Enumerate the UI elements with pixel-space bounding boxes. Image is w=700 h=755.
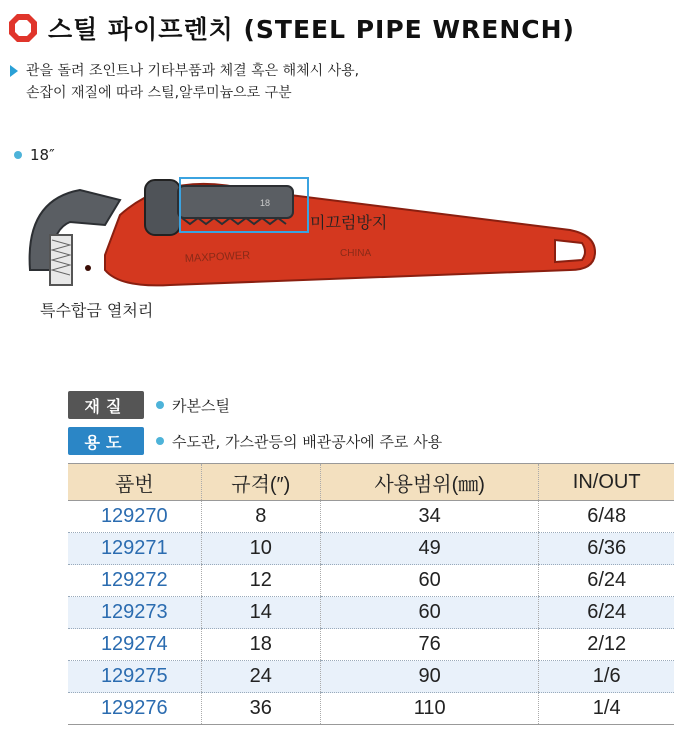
in-out-cell: 6/24 xyxy=(539,597,674,629)
material-badge: 재질 xyxy=(68,391,144,419)
usage-badge: 용도 xyxy=(68,427,144,455)
table-row xyxy=(68,533,674,565)
in-out-cell: 2/12 xyxy=(539,629,674,661)
bullet-dot-icon xyxy=(156,401,164,409)
table-row xyxy=(68,597,674,629)
table-row xyxy=(68,693,674,725)
part-no-cell: 129274 xyxy=(68,629,201,661)
table-header-row xyxy=(68,464,674,501)
table-row xyxy=(68,501,674,533)
range-cell: 49 xyxy=(320,533,538,565)
spec-table xyxy=(68,463,674,725)
part-no-cell: 129273 xyxy=(68,597,201,629)
jaw-size-text: 18 xyxy=(260,198,271,208)
usage-value: 수도관, 가스관등의 배관공사에 주로 사용 xyxy=(172,432,443,451)
header-part-no: 품번 xyxy=(68,464,201,501)
in-out-cell: 6/48 xyxy=(539,501,674,533)
callout-anti-slip: 미끄럼방지 xyxy=(310,213,388,232)
size-cell: 36 xyxy=(201,693,320,725)
size-cell: 10 xyxy=(201,533,320,565)
range-cell: 76 xyxy=(320,629,538,661)
range-cell: 60 xyxy=(320,597,538,629)
usage-row xyxy=(68,427,442,455)
range-cell: 110 xyxy=(320,693,538,725)
octagon-icon xyxy=(8,13,38,43)
callout-heat-treatment: 특수합금 열처리 xyxy=(40,301,154,320)
material-value: 카본스틸 xyxy=(172,396,230,415)
size-cell: 12 xyxy=(201,565,320,597)
description-line-2: 손잡이 재질에 따라 스틸,알루미늄으로 구분 xyxy=(26,85,292,101)
bullet-triangle-icon xyxy=(10,65,18,77)
size-label: 18″ xyxy=(14,146,55,164)
pipe-wrench-image xyxy=(10,160,610,310)
range-cell: 90 xyxy=(320,661,538,693)
table-row xyxy=(68,565,674,597)
in-out-cell: 6/36 xyxy=(539,533,674,565)
page-title: 스틸 파이프렌치 (STEEL PIPE WRENCH) xyxy=(48,15,575,44)
size-cell: 18 xyxy=(201,629,320,661)
table-row xyxy=(68,661,674,693)
bullet-dot-icon xyxy=(156,437,164,445)
part-no-cell: 129272 xyxy=(68,565,201,597)
handle-brand-text: MAXPOWER xyxy=(184,249,251,265)
range-cell: 60 xyxy=(320,565,538,597)
description xyxy=(10,60,359,104)
in-out-cell: 6/24 xyxy=(539,565,674,597)
header-in-out: IN/OUT xyxy=(539,464,674,501)
handle-origin-text: CHINA xyxy=(340,248,372,259)
size-cell: 24 xyxy=(201,661,320,693)
header-range: 사용범위(㎜) xyxy=(320,464,538,501)
part-no-cell: 129275 xyxy=(68,661,201,693)
header xyxy=(8,10,575,46)
in-out-cell: 1/4 xyxy=(539,693,674,725)
material-row xyxy=(68,391,230,419)
part-no-cell: 129271 xyxy=(68,533,201,565)
table-row xyxy=(68,629,674,661)
header-size: 규격(″) xyxy=(201,464,320,501)
part-no-cell: 129276 xyxy=(68,693,201,725)
size-cell: 14 xyxy=(201,597,320,629)
bullet-dot-icon xyxy=(14,151,22,159)
in-out-cell: 1/6 xyxy=(539,661,674,693)
description-line-1: 관을 돌려 조인트나 기타부품과 체결 혹은 해체시 사용, xyxy=(26,63,360,79)
range-cell: 34 xyxy=(320,501,538,533)
size-cell: 8 xyxy=(201,501,320,533)
part-no-cell: 129270 xyxy=(68,501,201,533)
